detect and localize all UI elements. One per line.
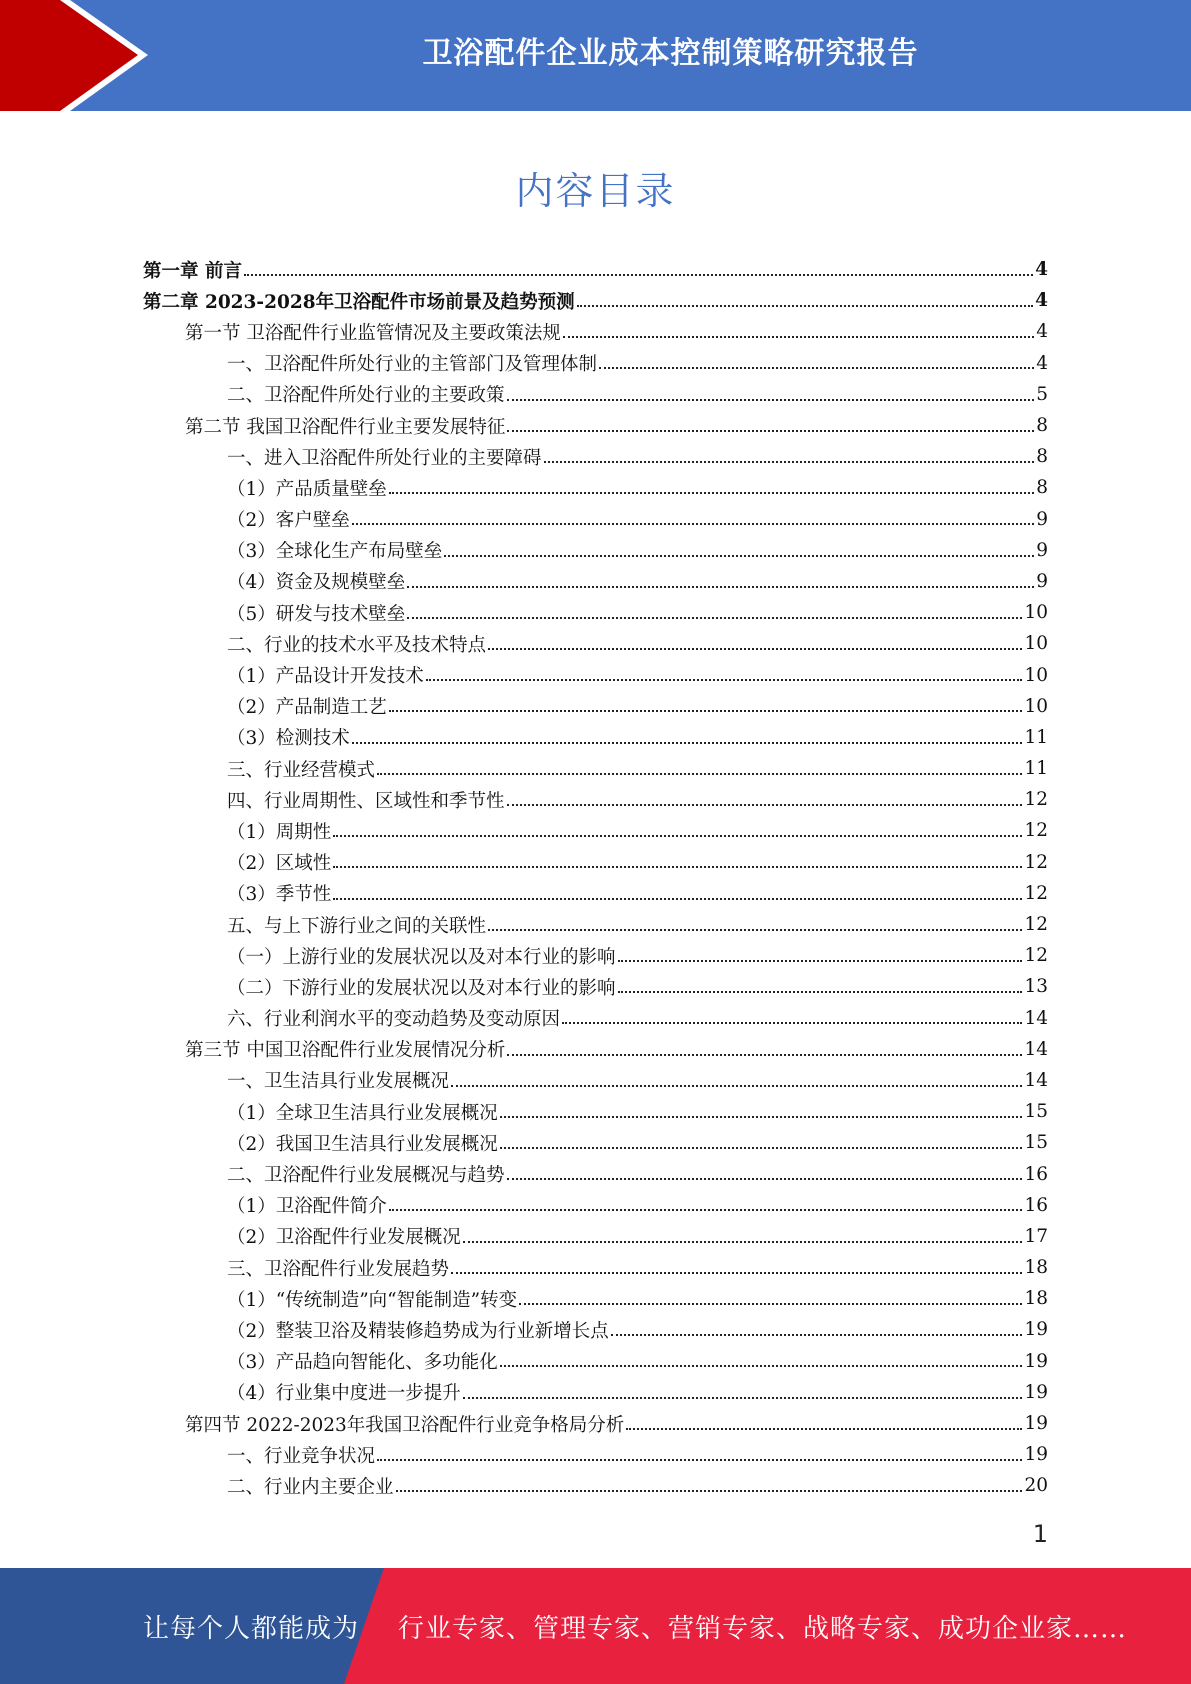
toc-entry-title: 二、行业的技术水平及技术特点 bbox=[227, 634, 487, 656]
toc-entry[interactable] bbox=[143, 1314, 1048, 1345]
toc-entry-title: （2）卫浴配件行业发展概况 bbox=[227, 1227, 461, 1249]
toc-dot-leader bbox=[333, 879, 1022, 900]
toc-dot-leader bbox=[377, 1440, 1022, 1461]
toc-entry[interactable] bbox=[143, 1096, 1048, 1127]
toc-dot-leader bbox=[407, 598, 1022, 619]
toc-dot-leader bbox=[463, 1222, 1023, 1243]
toc-entry[interactable] bbox=[143, 441, 1048, 472]
toc-dot-leader bbox=[599, 349, 1034, 370]
toc-entry[interactable] bbox=[143, 878, 1048, 909]
toc-entry[interactable] bbox=[143, 348, 1048, 379]
toc-entry-title: （1）产品设计开发技术 bbox=[227, 666, 424, 688]
toc-dot-leader bbox=[488, 910, 1022, 931]
toc-entry-page: 9 bbox=[1036, 508, 1048, 530]
toc-entry-title: 二、行业内主要企业 bbox=[227, 1476, 394, 1498]
toc-entry-page: 4 bbox=[1035, 290, 1048, 312]
footer-band bbox=[0, 1568, 1191, 1684]
toc-entry-title: 一、进入卫浴配件所处行业的主要障碍 bbox=[227, 447, 542, 469]
toc-dot-leader bbox=[451, 1066, 1022, 1087]
toc-entry-page: 10 bbox=[1024, 602, 1048, 624]
footer-slogan-left: 让每个人都能成为 bbox=[143, 1613, 360, 1644]
toc-entry[interactable] bbox=[143, 753, 1048, 784]
toc-entry-page: 8 bbox=[1036, 477, 1048, 499]
toc-entry-page: 10 bbox=[1024, 695, 1048, 717]
toc-entry-title: 一、卫浴配件所处行业的主管部门及管理体制 bbox=[227, 354, 598, 376]
toc-entry-title: （2）区域性 bbox=[227, 853, 332, 875]
toc-entry-title: 六、行业利润水平的变动趋势及变动原因 bbox=[227, 1009, 561, 1031]
toc-entry-title: 第一节 卫浴配件行业监管情况及主要政策法规 bbox=[185, 322, 561, 344]
toc-entry-page: 16 bbox=[1024, 1163, 1048, 1185]
toc-dot-leader bbox=[563, 318, 1034, 339]
toc-entry-title: （1）“传统制造”向“智能制造”转变 bbox=[227, 1289, 518, 1311]
toc-entry-title: （2）客户壁垒 bbox=[227, 510, 350, 532]
toc-entry-page: 18 bbox=[1024, 1288, 1048, 1310]
toc-entry-page: 17 bbox=[1024, 1225, 1048, 1247]
toc-entry-page: 12 bbox=[1024, 820, 1048, 842]
toc-heading: 内容目录 bbox=[515, 169, 676, 213]
toc-entry-title: 三、卫浴配件行业发展趋势 bbox=[227, 1258, 450, 1280]
toc-dot-leader bbox=[544, 442, 1035, 463]
toc-entry-title: （二）下游行业的发展状况以及对本行业的影响 bbox=[227, 977, 616, 999]
toc-entry-title: 三、行业经营模式 bbox=[227, 759, 376, 781]
toc-entry-title: 一、行业竞争状况 bbox=[227, 1445, 376, 1467]
toc-dot-leader bbox=[507, 380, 1035, 401]
toc-dot-leader bbox=[507, 786, 1023, 807]
toc-entry-title: （3）季节性 bbox=[227, 884, 332, 906]
page-number: 1 bbox=[1032, 1520, 1048, 1548]
toc-dot-leader bbox=[396, 1472, 1023, 1493]
toc-entry-page: 19 bbox=[1024, 1381, 1048, 1403]
toc-entry[interactable] bbox=[143, 1003, 1048, 1034]
toc-entry-page: 12 bbox=[1024, 851, 1048, 873]
toc-entry-title: 第四节 2022-2023年我国卫浴配件行业竞争格局分析 bbox=[185, 1414, 625, 1436]
toc-dot-leader bbox=[389, 692, 1023, 713]
toc-entry-title: （3）产品趋向智能化、多功能化 bbox=[227, 1352, 498, 1374]
toc-entry[interactable] bbox=[143, 1158, 1048, 1189]
toc-entry[interactable] bbox=[143, 1408, 1048, 1439]
toc-dot-leader bbox=[562, 1004, 1022, 1025]
toc-entry-title: 第二节 我国卫浴配件行业主要发展特征 bbox=[185, 416, 506, 438]
toc-entry[interactable] bbox=[143, 628, 1048, 659]
toc-entry-page: 16 bbox=[1024, 1194, 1048, 1216]
toc-entry-title: （2）整装卫浴及精装修趋势成为行业新增长点 bbox=[227, 1320, 609, 1342]
toc-entry-title: （3）全球化生产布局壁垒 bbox=[227, 541, 443, 563]
toc-dot-leader bbox=[244, 255, 1033, 276]
toc-entry[interactable] bbox=[143, 940, 1048, 971]
toc-entry-page: 5 bbox=[1036, 383, 1048, 405]
toc-entry-page: 19 bbox=[1024, 1319, 1048, 1341]
toc-entry-page: 18 bbox=[1024, 1257, 1048, 1279]
toc-dot-leader bbox=[618, 941, 1023, 962]
footer-slogan-right: 行业专家、管理专家、营销专家、战略专家、成功企业家…… bbox=[398, 1613, 1128, 1644]
toc-entry-page: 10 bbox=[1024, 664, 1048, 686]
toc-entry[interactable] bbox=[143, 379, 1048, 410]
toc-entry-title: （3）检测技术 bbox=[227, 728, 350, 750]
toc-entry[interactable] bbox=[143, 691, 1048, 722]
toc-entry[interactable] bbox=[143, 1283, 1048, 1314]
toc-entry[interactable] bbox=[143, 1221, 1048, 1252]
toc-dot-leader bbox=[626, 1409, 1022, 1430]
toc-dot-leader bbox=[611, 1316, 1023, 1337]
toc-entry-page: 12 bbox=[1024, 882, 1048, 904]
toc-dot-leader bbox=[463, 1378, 1023, 1399]
toc-entry-page: 13 bbox=[1024, 976, 1048, 998]
toc-entry-page: 4 bbox=[1036, 321, 1048, 343]
toc-entry[interactable] bbox=[143, 722, 1048, 753]
toc-entry-page: 12 bbox=[1024, 945, 1048, 967]
toc-entry[interactable] bbox=[143, 1034, 1048, 1065]
toc-entry-page: 11 bbox=[1024, 758, 1048, 780]
toc-entry[interactable] bbox=[143, 1252, 1048, 1283]
toc-dot-leader bbox=[507, 411, 1034, 432]
toc-entry-title: （4）资金及规模壁垒 bbox=[227, 572, 406, 594]
toc-dot-leader bbox=[618, 973, 1023, 994]
toc-dot-leader bbox=[333, 848, 1022, 869]
toc-entry[interactable] bbox=[143, 316, 1048, 347]
toc-entry[interactable] bbox=[143, 1439, 1048, 1470]
toc-dot-leader bbox=[507, 1035, 1022, 1056]
toc-entry-page: 14 bbox=[1024, 1007, 1048, 1029]
toc-entry-title: （1）全球卫生洁具行业发展概况 bbox=[227, 1102, 498, 1124]
toc-dot-leader bbox=[519, 1285, 1022, 1306]
toc-entry[interactable] bbox=[143, 566, 1048, 597]
toc-entry[interactable] bbox=[143, 815, 1048, 846]
toc-dot-leader bbox=[507, 1160, 1023, 1181]
toc-entry-page: 15 bbox=[1024, 1132, 1048, 1154]
toc-entry-title: 一、卫生洁具行业发展概况 bbox=[227, 1071, 450, 1093]
toc-dot-leader bbox=[500, 1129, 1023, 1150]
toc-entry[interactable] bbox=[143, 1470, 1048, 1501]
toc-entry-page: 19 bbox=[1024, 1413, 1048, 1435]
toc-entry-title: 二、卫浴配件行业发展概况与趋势 bbox=[227, 1165, 505, 1187]
toc-entry-page: 14 bbox=[1024, 1038, 1048, 1060]
toc-entry-page: 9 bbox=[1036, 539, 1048, 561]
toc-dot-leader bbox=[500, 1097, 1023, 1118]
toc-entry-title: （1）卫浴配件简介 bbox=[227, 1196, 387, 1218]
toc-entry-page: 4 bbox=[1036, 352, 1048, 374]
toc-entry-page: 19 bbox=[1024, 1350, 1048, 1372]
toc-entry-title: （1）产品质量壁垒 bbox=[227, 478, 387, 500]
toc-entry[interactable] bbox=[143, 1377, 1048, 1408]
toc-entry-page: 9 bbox=[1036, 570, 1048, 592]
report-title: 卫浴配件企业成本控制策略研究报告 bbox=[422, 36, 919, 71]
toc-entry-page: 11 bbox=[1024, 726, 1048, 748]
toc-entry-title: （4）行业集中度进一步提升 bbox=[227, 1383, 461, 1405]
toc-entry[interactable] bbox=[143, 285, 1048, 316]
toc-entry-page: 4 bbox=[1035, 259, 1048, 281]
toc-entry[interactable] bbox=[143, 410, 1048, 441]
toc-entry-title: 四、行业周期性、区域性和季节性 bbox=[227, 790, 505, 812]
toc-dot-leader bbox=[500, 1347, 1023, 1368]
toc-dot-leader bbox=[352, 723, 1023, 744]
toc-entry[interactable] bbox=[143, 504, 1048, 535]
toc-entry-page: 12 bbox=[1024, 789, 1048, 811]
toc-entry[interactable] bbox=[143, 254, 1048, 285]
toc-dot-leader bbox=[451, 1253, 1022, 1274]
toc-dot-leader bbox=[352, 505, 1034, 526]
toc-entry-title: （2）我国卫生洁具行业发展概况 bbox=[227, 1133, 498, 1155]
toc-dot-leader bbox=[426, 661, 1023, 682]
toc-entry-title: 第二章 2023-2028年卫浴配件市场前景及趋势预测 bbox=[143, 291, 575, 313]
toc-entry-page: 8 bbox=[1036, 415, 1048, 437]
toc-entry[interactable] bbox=[143, 784, 1048, 815]
header-band bbox=[0, 0, 1191, 111]
toc-entry[interactable] bbox=[143, 597, 1048, 628]
toc-entry-title: 第一章 前言 bbox=[143, 260, 242, 282]
toc-dot-leader bbox=[488, 630, 1022, 651]
toc-entry[interactable] bbox=[143, 1065, 1048, 1096]
toc-entry-page: 20 bbox=[1024, 1475, 1048, 1497]
toc-entry-page: 14 bbox=[1024, 1069, 1048, 1091]
toc-entry-title: 五、与上下游行业之间的关联性 bbox=[227, 915, 487, 937]
toc-entry[interactable] bbox=[143, 1127, 1048, 1158]
toc-entry[interactable] bbox=[143, 659, 1048, 690]
toc-dot-leader bbox=[377, 754, 1022, 775]
toc-entry[interactable] bbox=[143, 472, 1048, 503]
toc-entry[interactable] bbox=[143, 1346, 1048, 1377]
toc-entry[interactable] bbox=[143, 909, 1048, 940]
toc-entry-page: 19 bbox=[1024, 1444, 1048, 1466]
toc-entry-title: （5）研发与技术壁垒 bbox=[227, 603, 406, 625]
toc-entry-page: 15 bbox=[1024, 1101, 1048, 1123]
toc-dot-leader bbox=[407, 567, 1034, 588]
toc-dot-leader bbox=[389, 474, 1034, 495]
toc-entry-page: 8 bbox=[1036, 446, 1048, 468]
toc-entry-title: （1）周期性 bbox=[227, 821, 332, 843]
toc-entry-title: 第三节 中国卫浴配件行业发展情况分析 bbox=[185, 1040, 506, 1062]
toc-entry-title: （一）上游行业的发展状况以及对本行业的影响 bbox=[227, 946, 616, 968]
toc-dot-leader bbox=[577, 287, 1034, 308]
toc-dot-leader bbox=[444, 536, 1034, 557]
toc-entry-title: 二、卫浴配件所处行业的主要政策 bbox=[227, 385, 505, 407]
toc-entry[interactable] bbox=[143, 847, 1048, 878]
toc-entry[interactable] bbox=[143, 535, 1048, 566]
toc-entry-page: 10 bbox=[1024, 633, 1048, 655]
toc-dot-leader bbox=[389, 1191, 1023, 1212]
toc-entry[interactable] bbox=[143, 1190, 1048, 1221]
toc-entry-page: 12 bbox=[1024, 914, 1048, 936]
toc-dot-leader bbox=[333, 817, 1022, 838]
toc-entry[interactable] bbox=[143, 971, 1048, 1002]
toc-entry-title: （2）产品制造工艺 bbox=[227, 697, 387, 719]
table-of-contents bbox=[143, 254, 1048, 1502]
